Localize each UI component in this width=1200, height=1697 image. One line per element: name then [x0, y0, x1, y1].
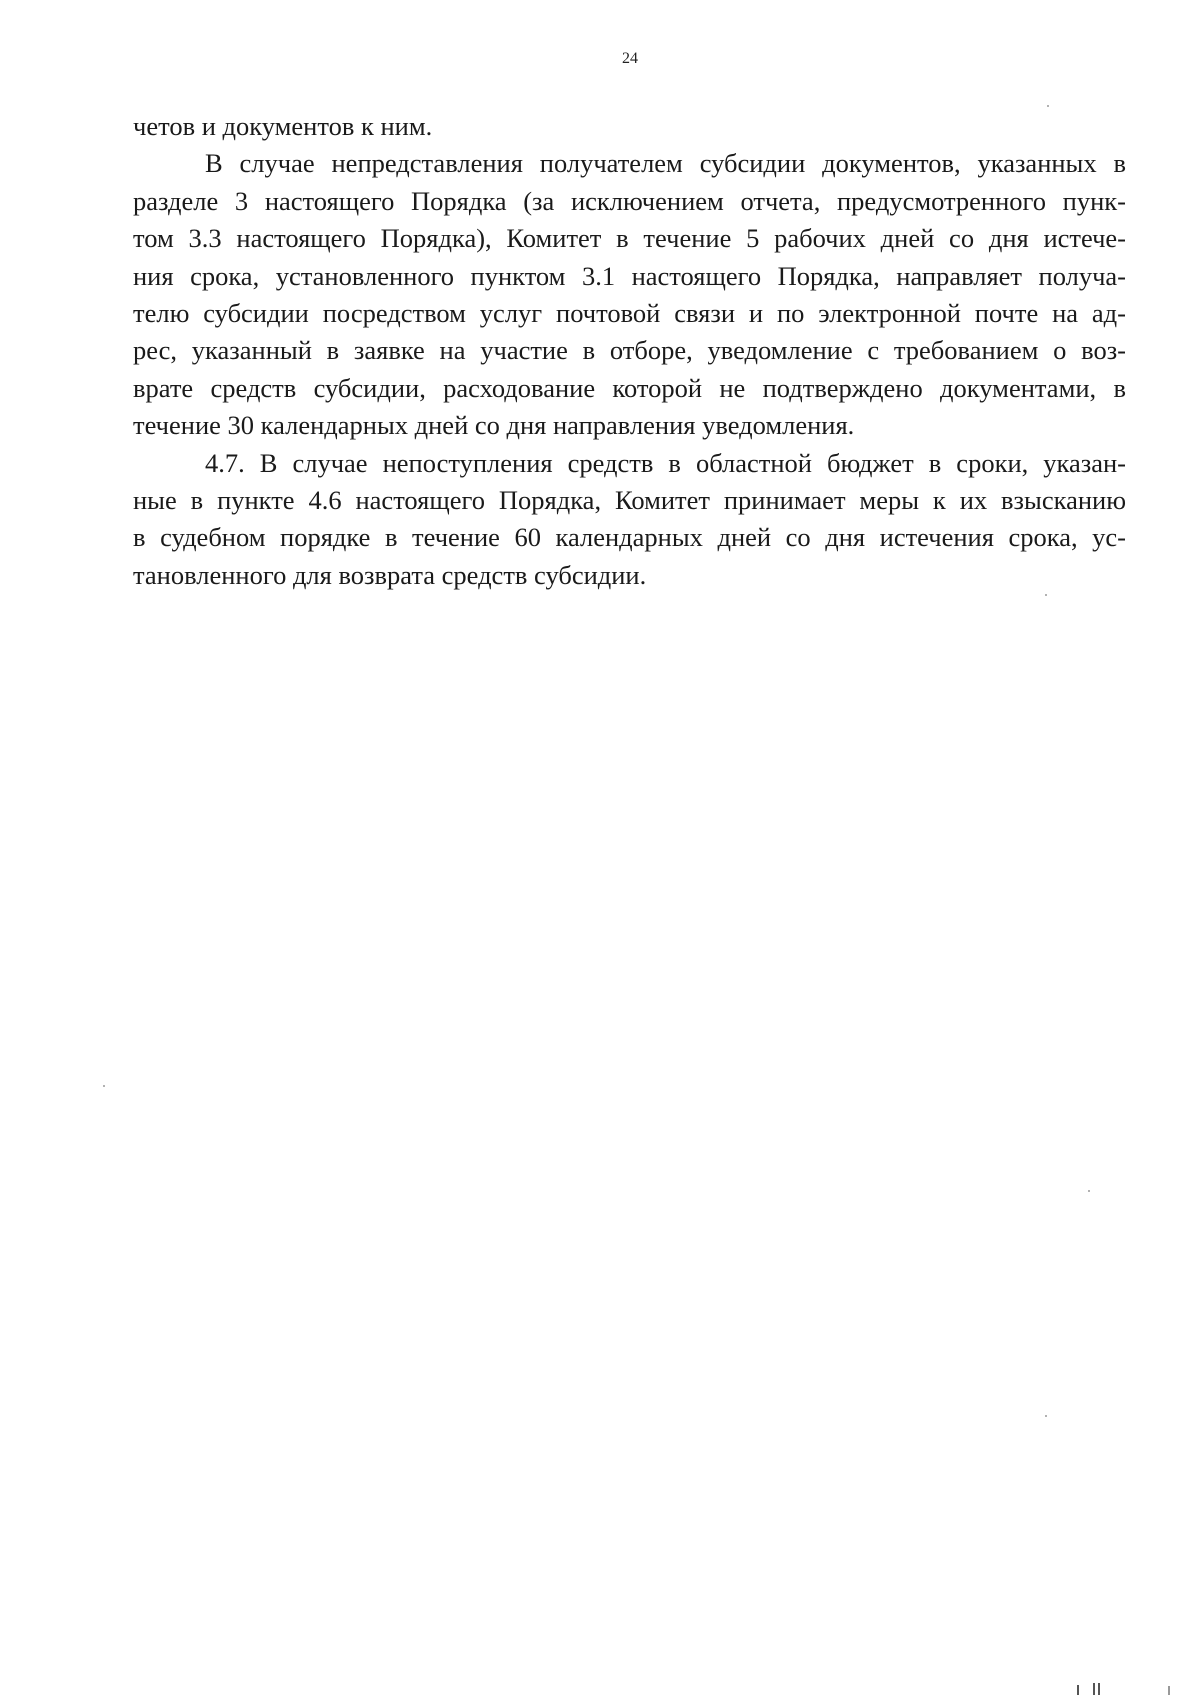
text-line: телю субсидии посредством услуг почтовой связи и по электронной почте на ад-	[133, 298, 1126, 329]
paragraph-continuation	[133, 108, 1126, 145]
text-line: разделе 3 настоящего Порядка (за исключением отчета, предусмотренного пунк-	[133, 185, 1126, 216]
scan-edge-mark	[1168, 1686, 1170, 1695]
document-body	[133, 108, 1126, 594]
text-line: ния срока, установленного пунктом 3.1 настоящего Порядка, направляет получа-	[133, 260, 1126, 291]
text-line: 4.7. В случае непоступления средств в областной бюджет в сроки, указан-	[205, 447, 1126, 478]
scan-edge-mark	[1093, 1683, 1095, 1695]
scan-speck	[103, 1085, 105, 1087]
page-number: 24	[622, 50, 638, 67]
scan-speck	[1045, 1415, 1047, 1417]
text-line: том 3.3 настоящего Порядка), Комитет в течение 5 рабочих дней со дня истече-	[133, 223, 1126, 254]
text-line: в судебном порядке в течение 60 календарных дней со дня истечения срока, ус-	[133, 522, 1126, 553]
scan-edge-mark	[1098, 1683, 1100, 1695]
paragraph-4-7	[133, 445, 1126, 595]
text-line: тановленного для возврата средств субсидии.	[133, 559, 647, 590]
text-line: четов и документов к ним.	[133, 111, 433, 141]
text-line: ные в пункте 4.6 настоящего Порядка, Комитет принимает меры к их взысканию	[133, 485, 1126, 516]
paragraph-documents-not-submitted	[133, 145, 1126, 444]
scan-speck	[1088, 1190, 1090, 1192]
text-line: врате средств субсидии, расходование которой не подтверждено документами, в	[133, 372, 1126, 403]
scan-edge-mark	[1077, 1685, 1079, 1695]
scan-speck	[1045, 594, 1047, 596]
text-line: течение 30 календарных дней со дня направления уведомления.	[133, 410, 855, 441]
scan-speck	[1047, 105, 1049, 107]
text-line: рес, указанный в заявке на участие в отборе, уведомление с требованием о воз-	[133, 335, 1126, 366]
text-line: В случае непредставления получателем субсидии документов, указанных в	[205, 148, 1126, 179]
